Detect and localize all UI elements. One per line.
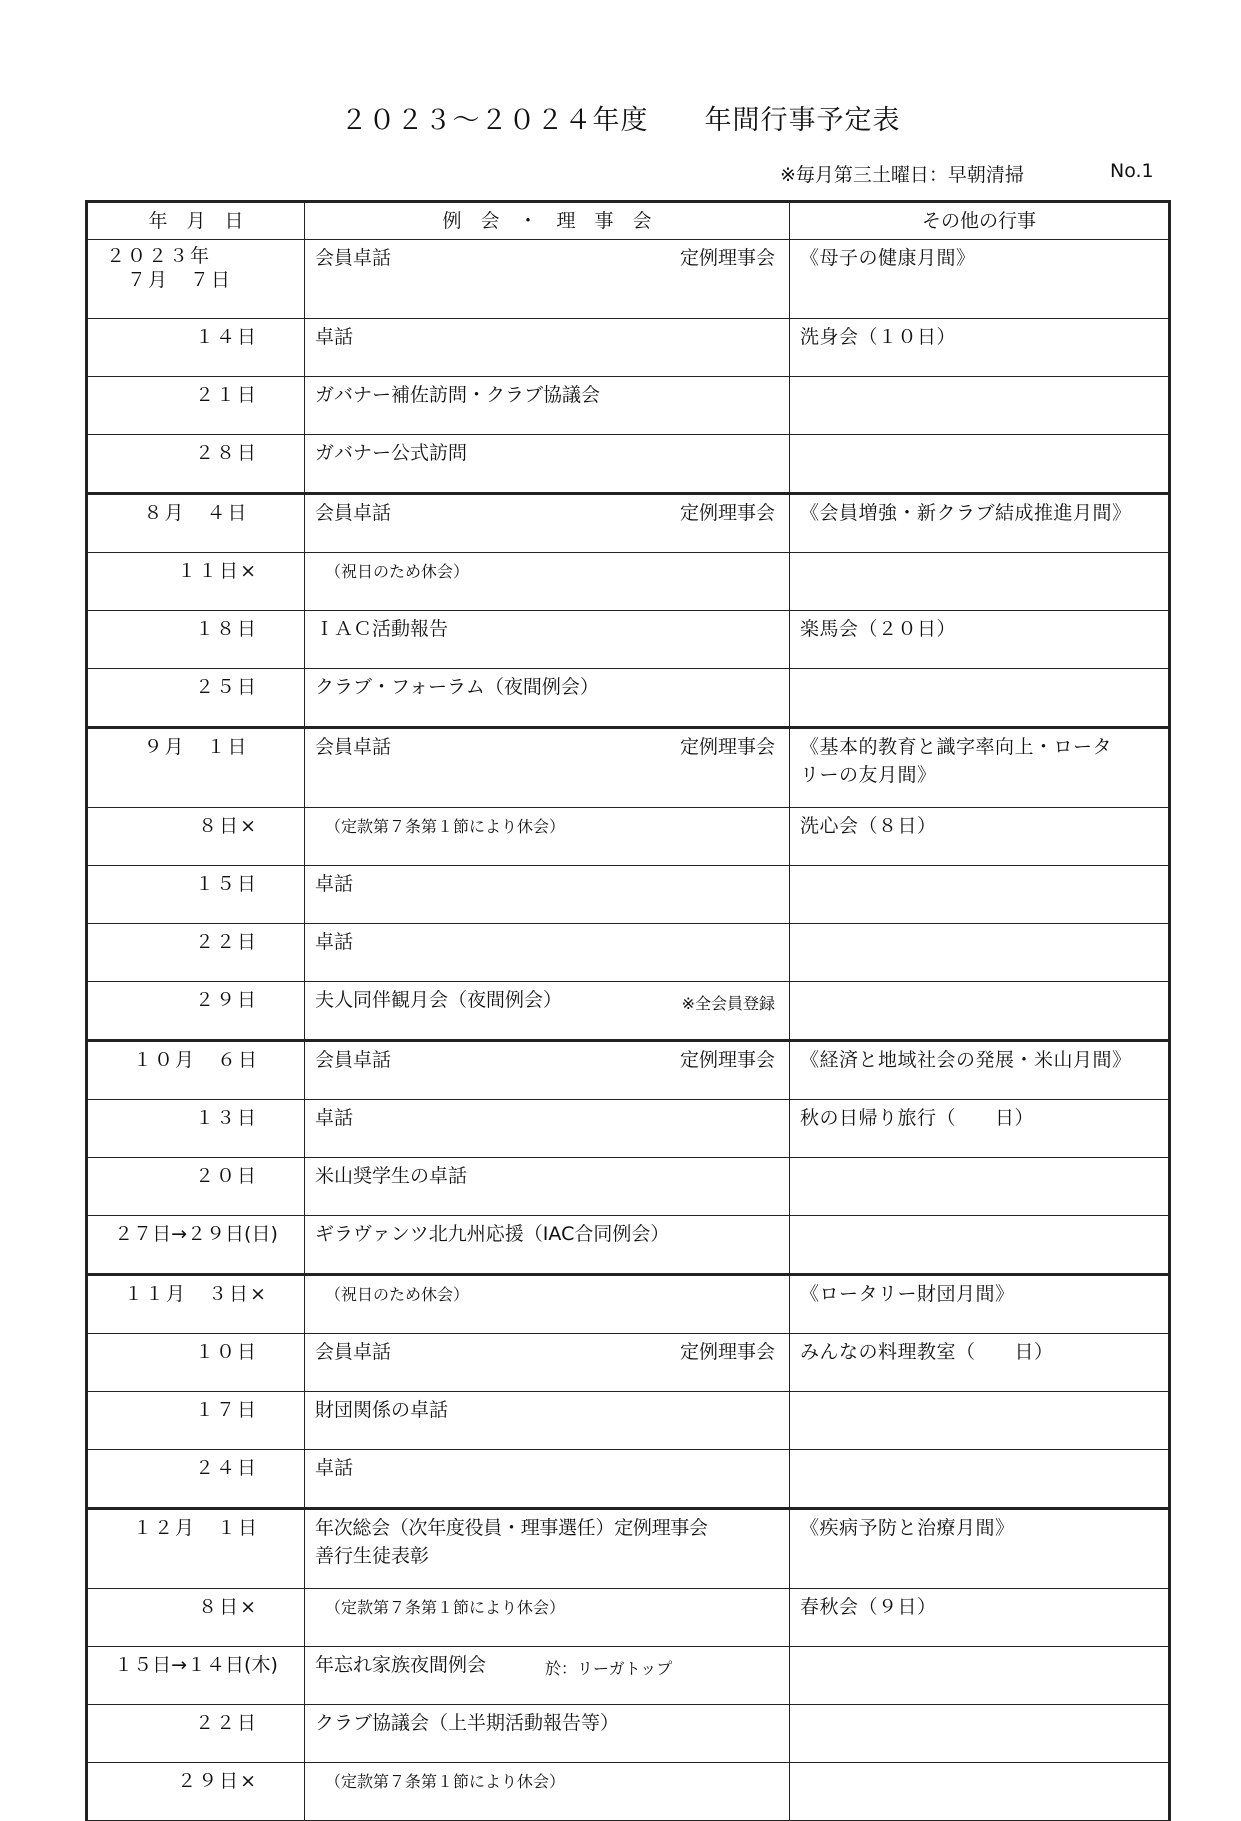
page-title: ２０２３～２０２４年度 年間行事予定表 <box>340 105 901 136</box>
other-line-1: 《基本的教育と識字率向上・ロータ <box>800 736 1113 758</box>
board-meeting-label: 定例理事会 <box>679 736 775 758</box>
row-date: １２月 １日 <box>88 1509 305 1589</box>
row-date: １５日→１４日(木) <box>88 1647 305 1705</box>
table-row <box>88 240 1169 319</box>
row-other <box>790 669 1169 728</box>
row-other <box>790 1450 1169 1509</box>
row-other <box>790 1216 1169 1275</box>
row-meeting <box>305 494 790 553</box>
table-row <box>88 1158 1169 1216</box>
row-other <box>790 982 1169 1041</box>
row-date: １１日× <box>88 553 305 611</box>
meeting-text: 会員卓話 <box>315 502 392 524</box>
row-meeting <box>305 982 790 1041</box>
row-meeting: 財団関係の卓話 <box>305 1392 790 1450</box>
row-meeting <box>305 553 790 611</box>
table-row <box>88 1450 1169 1509</box>
table-row <box>88 553 1169 611</box>
table-row <box>88 808 1169 866</box>
table-row <box>88 728 1169 808</box>
registration-note: ※全会員登録 <box>681 994 775 1013</box>
row-date: ２２日 <box>88 1705 305 1763</box>
row-date: １１月 ３日× <box>88 1275 305 1334</box>
row-other <box>790 377 1169 435</box>
table-row <box>88 1041 1169 1100</box>
table-row <box>88 377 1169 435</box>
row-date: ２０２３年 ７月 ７日 <box>88 240 305 319</box>
row-meeting: 米山奨学生の卓話 <box>305 1158 790 1216</box>
row-meeting: ＩＡＣ活動報告 <box>305 611 790 669</box>
meeting-text: （定款第７条第１節により休会） <box>325 817 566 836</box>
row-other <box>790 1158 1169 1216</box>
table-row <box>88 1334 1169 1392</box>
row-other <box>790 435 1169 494</box>
table-row <box>88 1647 1169 1705</box>
row-other <box>790 1392 1169 1450</box>
meeting-text: 会員卓話 <box>315 1341 392 1363</box>
row-meeting <box>305 240 790 319</box>
row-date: ２９日× <box>88 1763 305 1821</box>
table-row <box>88 1275 1169 1334</box>
row-date: １３日 <box>88 1100 305 1158</box>
row-meeting: ガバナー公式訪問 <box>305 435 790 494</box>
row-other: 《ロータリー財団月間》 <box>790 1275 1169 1334</box>
table-row <box>88 1216 1169 1275</box>
page-number: No.1 <box>1110 160 1154 182</box>
row-other: 春秋会（９日） <box>790 1589 1169 1647</box>
row-meeting: 卓話 <box>305 1100 790 1158</box>
header-meeting: 例 会 ・ 理 事 会 <box>305 203 790 240</box>
row-meeting <box>305 1647 790 1705</box>
table-header-row <box>88 203 1169 240</box>
row-date: ２４日 <box>88 1450 305 1509</box>
meeting-text: （定款第７条第１節により休会） <box>325 1772 566 1791</box>
row-other: 秋の日帰り旅行（ 日） <box>790 1100 1169 1158</box>
row-other: みんなの料理教室（ 日） <box>790 1334 1169 1392</box>
meeting-text: （祝日のため休会） <box>325 562 470 581</box>
table-row <box>88 435 1169 494</box>
row-other: 楽馬会（２０日） <box>790 611 1169 669</box>
row-meeting <box>305 808 790 866</box>
meeting-text: （定款第７条第１節により休会） <box>325 1598 566 1617</box>
row-meeting: クラブ協議会（上半期活動報告等） <box>305 1705 790 1763</box>
row-meeting <box>305 728 790 808</box>
row-date: ８月 ４日 <box>88 494 305 553</box>
board-meeting-label: 定例理事会 <box>679 502 775 524</box>
row-date: １０日 <box>88 1334 305 1392</box>
row-meeting <box>305 1509 790 1589</box>
row-other <box>790 1763 1169 1821</box>
row-other: 《母子の健康月間》 <box>790 240 1169 319</box>
header-other: その他の行事 <box>790 203 1169 240</box>
row-meeting <box>305 1763 790 1821</box>
row-other: 《経済と地域社会の発展・米山月間》 <box>790 1041 1169 1100</box>
row-date: １７日 <box>88 1392 305 1450</box>
table-row <box>88 494 1169 553</box>
row-other <box>790 728 1169 808</box>
meeting-text: 年忘れ家族夜間例会 <box>315 1654 487 1676</box>
table-row <box>88 669 1169 728</box>
table-row <box>88 982 1169 1041</box>
board-meeting-label: 定例理事会 <box>679 1341 775 1363</box>
row-other <box>790 1705 1169 1763</box>
row-date: １８日 <box>88 611 305 669</box>
table-row <box>88 1763 1169 1821</box>
row-date: ２７日→２９日(日) <box>88 1216 305 1275</box>
row-meeting <box>305 1589 790 1647</box>
row-other <box>790 866 1169 924</box>
meeting-text: 会員卓話 <box>315 1049 392 1071</box>
row-meeting: ガバナー補佐訪問・クラブ協議会 <box>305 377 790 435</box>
table-row <box>88 319 1169 377</box>
row-meeting: 卓話 <box>305 866 790 924</box>
row-meeting: ギラヴァンツ北九州応援（IAC合同例会） <box>305 1216 790 1275</box>
row-meeting: 卓話 <box>305 1450 790 1509</box>
row-other <box>790 924 1169 982</box>
venue-note: 於：リーガトップ <box>545 1659 673 1678</box>
row-other <box>790 1647 1169 1705</box>
row-meeting <box>305 1041 790 1100</box>
row-meeting: クラブ・フォーラム（夜間例会） <box>305 669 790 728</box>
row-date: ２９日 <box>88 982 305 1041</box>
cleaning-note: ※毎月第三土曜日：早朝清掃 <box>780 164 1024 186</box>
row-date: １０月 ６日 <box>88 1041 305 1100</box>
table-row <box>88 1392 1169 1450</box>
header-date: 年 月 日 <box>88 203 305 240</box>
row-meeting <box>305 1334 790 1392</box>
row-date: ２５日 <box>88 669 305 728</box>
row-date: ８日× <box>88 1589 305 1647</box>
row-other: 洗身会（１０日） <box>790 319 1169 377</box>
table-row <box>88 1589 1169 1647</box>
row-date: １４日 <box>88 319 305 377</box>
row-other <box>790 553 1169 611</box>
row-meeting <box>305 1275 790 1334</box>
row-other: 《会員増強・新クラブ結成推進月間》 <box>790 494 1169 553</box>
row-date: ９月 １日 <box>88 728 305 808</box>
table-row <box>88 1100 1169 1158</box>
table-row <box>88 1705 1169 1763</box>
table-row <box>88 924 1169 982</box>
row-other: 洗心会（８日） <box>790 808 1169 866</box>
board-meeting-label: 定例理事会 <box>679 1049 775 1071</box>
meeting-line-2: 善行生徒表彰 <box>315 1545 430 1567</box>
meeting-text: （祝日のため休会） <box>325 1285 470 1304</box>
board-meeting-label: 定例理事会 <box>679 247 775 269</box>
row-date: １５日 <box>88 866 305 924</box>
row-date: ２１日 <box>88 377 305 435</box>
schedule-table <box>87 202 1169 1821</box>
table-row <box>88 1509 1169 1589</box>
row-date: ２８日 <box>88 435 305 494</box>
other-line-2: リーの友月間》 <box>800 764 937 786</box>
row-meeting: 卓話 <box>305 924 790 982</box>
meeting-text: 会員卓話 <box>315 247 392 269</box>
row-date: ８日× <box>88 808 305 866</box>
table-row <box>88 866 1169 924</box>
row-date: ２２日 <box>88 924 305 982</box>
meeting-text: 夫人同伴観月会（夜間例会） <box>315 989 563 1011</box>
row-other: 《疾病予防と治療月間》 <box>790 1509 1169 1589</box>
meeting-line-1: 年次総会（次年度役員・理事選任）定例理事会 <box>315 1517 708 1539</box>
row-meeting: 卓話 <box>305 319 790 377</box>
meeting-text: 会員卓話 <box>315 736 392 758</box>
row-date: ２０日 <box>88 1158 305 1216</box>
table-row <box>88 611 1169 669</box>
